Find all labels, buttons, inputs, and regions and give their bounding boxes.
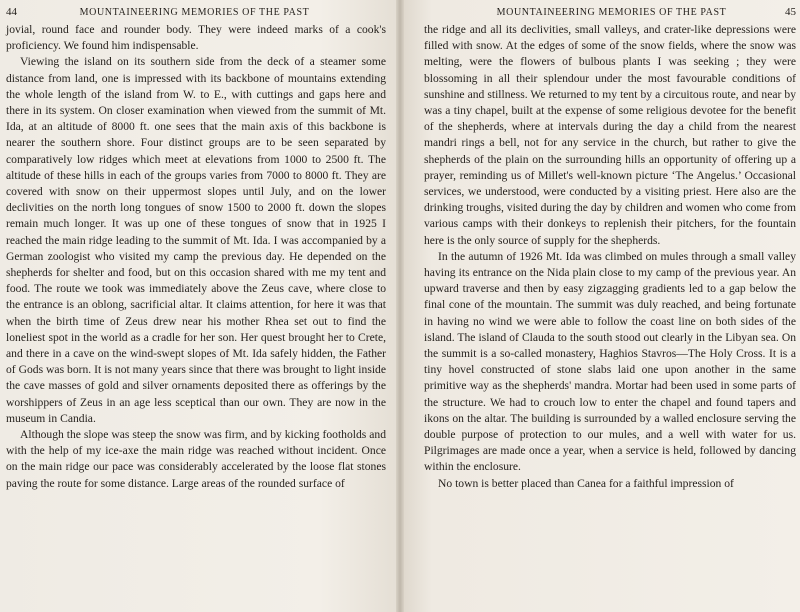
paragraph: No town is better placed than Canea for a faithful impression of — [438, 476, 734, 490]
left-running-head: MOUNTAINEERING MEMORIES OF THE PAST — [79, 7, 310, 18]
left-page-number: 44 — [6, 6, 17, 18]
right-page — [400, 0, 800, 612]
paragraph: the ridge and all its declivities, small valleys, and crater-like depressions were filled with snow. At the edges of some of the snow fields, where the snow was melting, were the flowers of bulbous plants I was seeking ; they were blossoming in all their splendour under the most favourable conditions of sunshine and stillness. We returned to my tent by a circuitous route, and near by was a tiny chapel, built at the expense of some religious devotee for the benefit of the shepherds, where at intervals during the day a child from the nearest mandri rings a bell, not for any service in the church, but rather to give the shepherds of the plain on the surrounding hills an opportunity of offering up a prayer, reminding us of Millet's well-known picture ‘The Angelus.’ Occasional services, we understood, were conducted by a visiting priest. Here also are the drinking troughs, visited during the day by children and women who come from various camps with their donkeys to replenish their pitchers, for the fountain here is the only source of supply for the shepherds. — [424, 23, 796, 247]
book-gutter — [396, 0, 404, 612]
right-page-number: 45 — [784, 6, 796, 18]
paragraph: Viewing the island on its southern side from the deck of a steamer some distance from land, one is impressed with its backbone of mountains extending the whole length of the island from W. to E., with cuttings and gaps here and there in its system. On closer examination when viewed from the summit of Mt. Ida, at an altitude of 8000 ft. one sees that the main axis of this backbone is nearer the southern shore. Four distinct groups are to be seen separated by comparatively low ridges which meet at elevations from 1000 to 2500 ft. The altitude of these hills in each of the groups varies from 7000 to 8000 ft. They are covered with snow on their uppermost slopes until July, and on the lower declivities on the north long tongues of snow 1500 to 2000 ft. down the slopes remain much longer. It was up one of these tongues of snow that in 1925 I reached the main ridge leading to the summit of Mt. Ida. I was accompanied by a German zoologist who visited my camp the previous day. He depended on the shepherds for shelter and food, but on this occasion shared with me my tent and food. The route we took was immediately above the Zeus cave, where close to the entrance is an oblong, sacrificial altar. It claims attention, for here it was that when the birth time of Zeus drew near his mother Rhea set out to find the loneliest spot in the world as a cradle for her son. Her quest brought her to Crete, and there in a cave on the wind-swept slopes of Mt. Ida safely hidden, the Father of Gods was born. It is not many years since that there was brought to light inside the cave masses of gold and silver ornaments deposited there as offerings by the worshippers of Zeus in an age less sceptical than our own. They are now in the museum in Candia. — [6, 55, 386, 425]
right-running-head: MOUNTAINEERING MEMORIES OF THE PAST — [496, 7, 727, 18]
left-page-header — [6, 6, 386, 22]
right-page-body — [424, 22, 796, 492]
paragraph: In the autumn of 1926 Mt. Ida was climbed on mules through a small valley having its entrance on the Nida plain close to my camp of the previous year. An upward traverse and then by easy zigzagging gradients led to a gap below the final cone of the mountain. The summit was duly reached, and being fortunate in having no wind we were able to follow the coast line on both sides of the island. The island of Clauda to the south stood out clearly in the Libyan sea. On the summit is a so-called monastery, Haghios Stavros—The Holy Cross. It is a tiny hovel constructed of stone slabs laid one upon another in the same primitive way as the shepherds' mandra. Mortar had been used in some parts of the structure. We had to crouch low to enter the chapel and found tapers and ikons on the altar. The building is surrounded by a walled enclosure serving the double purpose of protection to our mules, and a well with water for us. Pilgrimages are made once a year, when a service is held, followed by dancing within the enclosure. — [424, 249, 796, 474]
right-page-header — [424, 6, 796, 22]
paragraph: jovial, round face and rounder body. They were indeed marks of a cook's proficiency. We found him indispensable. — [6, 23, 386, 53]
paragraph: Although the slope was steep the snow was firm, and by kicking footholds and with the help of my ice-axe the main ridge was reached without incident. Once on the main ridge our pace was considerably accelerated by the loose flat stones paving the route for some distance. Large areas of the rounded surface of — [6, 428, 386, 490]
left-page-body — [6, 22, 386, 492]
